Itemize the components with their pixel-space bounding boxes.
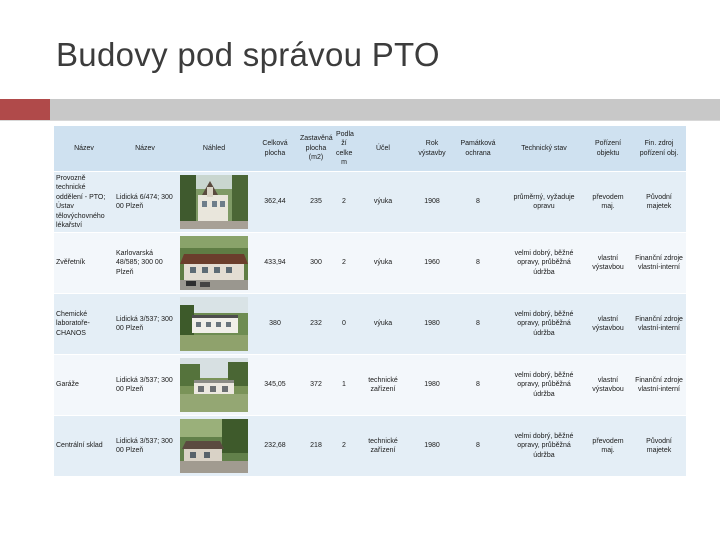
cell-name: Zvěřetník [54, 233, 114, 294]
title-accent-bar [0, 99, 50, 120]
cell-address: Lidická 3/537; 300 00 Plzeň [114, 355, 176, 416]
title-divider-bar [50, 99, 720, 120]
cell-purpose: výuka [354, 294, 412, 355]
cell-heritage: 8 [452, 233, 504, 294]
cell-preview [176, 233, 252, 294]
table-row [54, 416, 686, 477]
cell-funding: Původní majetek [632, 172, 686, 233]
cell-built-area: 218 [298, 416, 334, 477]
title-divider-line [0, 120, 720, 121]
cell-funding: Finanční zdroje vlastní-interní [632, 355, 686, 416]
cell-acquisition: vlastní výstavbou [584, 294, 632, 355]
cell-total-area: 345,05 [252, 355, 298, 416]
building-photo [180, 358, 248, 412]
cell-address: Lidická 6/474; 300 00 Plzeň [114, 172, 176, 233]
cell-heritage: 8 [452, 355, 504, 416]
buildings-table [54, 126, 686, 477]
cell-purpose: technické zařízení [354, 416, 412, 477]
cell-floors: 2 [334, 172, 354, 233]
cell-preview [176, 416, 252, 477]
cell-acquisition: převodem maj. [584, 416, 632, 477]
cell-year: 1980 [412, 416, 452, 477]
cell-purpose: výuka [354, 172, 412, 233]
cell-built-area: 235 [298, 172, 334, 233]
cell-total-area: 433,94 [252, 233, 298, 294]
header-cell-funding: Fin. zdroj pořízení obj. [632, 126, 686, 172]
cell-purpose: výuka [354, 233, 412, 294]
cell-acquisition: vlastní výstavbou [584, 355, 632, 416]
header-cell-year: Rok výstavby [412, 126, 452, 172]
cell-address: Lidická 3/537; 300 00 Plzeň [114, 294, 176, 355]
cell-year: 1980 [412, 355, 452, 416]
cell-year: 1980 [412, 294, 452, 355]
header-cell-preview: Náhled [176, 126, 252, 172]
cell-year: 1908 [412, 172, 452, 233]
cell-condition: průměrný, vyžaduje opravu [504, 172, 584, 233]
cell-floors: 2 [334, 416, 354, 477]
page-title: Budovy pod správou PTO [56, 36, 440, 73]
cell-total-area: 362,44 [252, 172, 298, 233]
header-cell-heritage: Památková ochrana [452, 126, 504, 172]
cell-acquisition: převodem maj. [584, 172, 632, 233]
cell-total-area: 380 [252, 294, 298, 355]
header-cell-name: Název [54, 126, 114, 172]
cell-year: 1960 [412, 233, 452, 294]
building-photo [180, 419, 248, 473]
cell-floors: 1 [334, 355, 354, 416]
header-cell-address: Název [114, 126, 176, 172]
cell-floors: 0 [334, 294, 354, 355]
cell-built-area: 232 [298, 294, 334, 355]
header-cell-total-area: Celková plocha [252, 126, 298, 172]
cell-purpose: technické zařízení [354, 355, 412, 416]
cell-built-area: 372 [298, 355, 334, 416]
cell-condition: velmi dobrý, běžné opravy, průběžná údržba [504, 233, 584, 294]
header-cell-purpose: Účel [354, 126, 412, 172]
cell-name: Garáže [54, 355, 114, 416]
table-header-row [54, 126, 686, 172]
cell-condition: velmi dobrý, běžné opravy, průběžná údržba [504, 416, 584, 477]
cell-address: Karlovarská 48/585; 300 00 Plzeň [114, 233, 176, 294]
cell-preview [176, 294, 252, 355]
cell-heritage: 8 [452, 416, 504, 477]
table-row [54, 355, 686, 416]
cell-heritage: 8 [452, 172, 504, 233]
header-cell-acquisition: Pořízení objektu [584, 126, 632, 172]
cell-preview [176, 172, 252, 233]
table-row [54, 233, 686, 294]
cell-name: Centrální sklad [54, 416, 114, 477]
cell-total-area: 232,68 [252, 416, 298, 477]
header-cell-floors: Podla ží celke m [334, 126, 354, 172]
cell-name: Chemické laboratoře-CHANOS [54, 294, 114, 355]
cell-funding: Finanční zdroje vlastní-interní [632, 233, 686, 294]
cell-built-area: 300 [298, 233, 334, 294]
cell-condition: velmi dobrý, běžné opravy, průběžná údržba [504, 294, 584, 355]
header-cell-condition: Technický stav [504, 126, 584, 172]
cell-preview [176, 355, 252, 416]
cell-name: Provozně technické oddělení - PTO; Ústav tělovýchovného lékařství [54, 172, 114, 233]
cell-address: Lidická 3/537; 300 00 Plzeň [114, 416, 176, 477]
cell-floors: 2 [334, 233, 354, 294]
building-photo [180, 236, 248, 290]
cell-funding: Finanční zdroje vlastní-interní [632, 294, 686, 355]
cell-condition: velmi dobrý, běžné opravy, průběžná údržba [504, 355, 584, 416]
cell-funding: Původní majetek [632, 416, 686, 477]
cell-heritage: 8 [452, 294, 504, 355]
header-cell-built-area: Zastavěná plocha (m2) [298, 126, 334, 172]
building-photo [180, 175, 248, 229]
table-row [54, 294, 686, 355]
building-photo [180, 297, 248, 351]
table-row [54, 172, 686, 233]
cell-acquisition: vlastní výstavbou [584, 233, 632, 294]
